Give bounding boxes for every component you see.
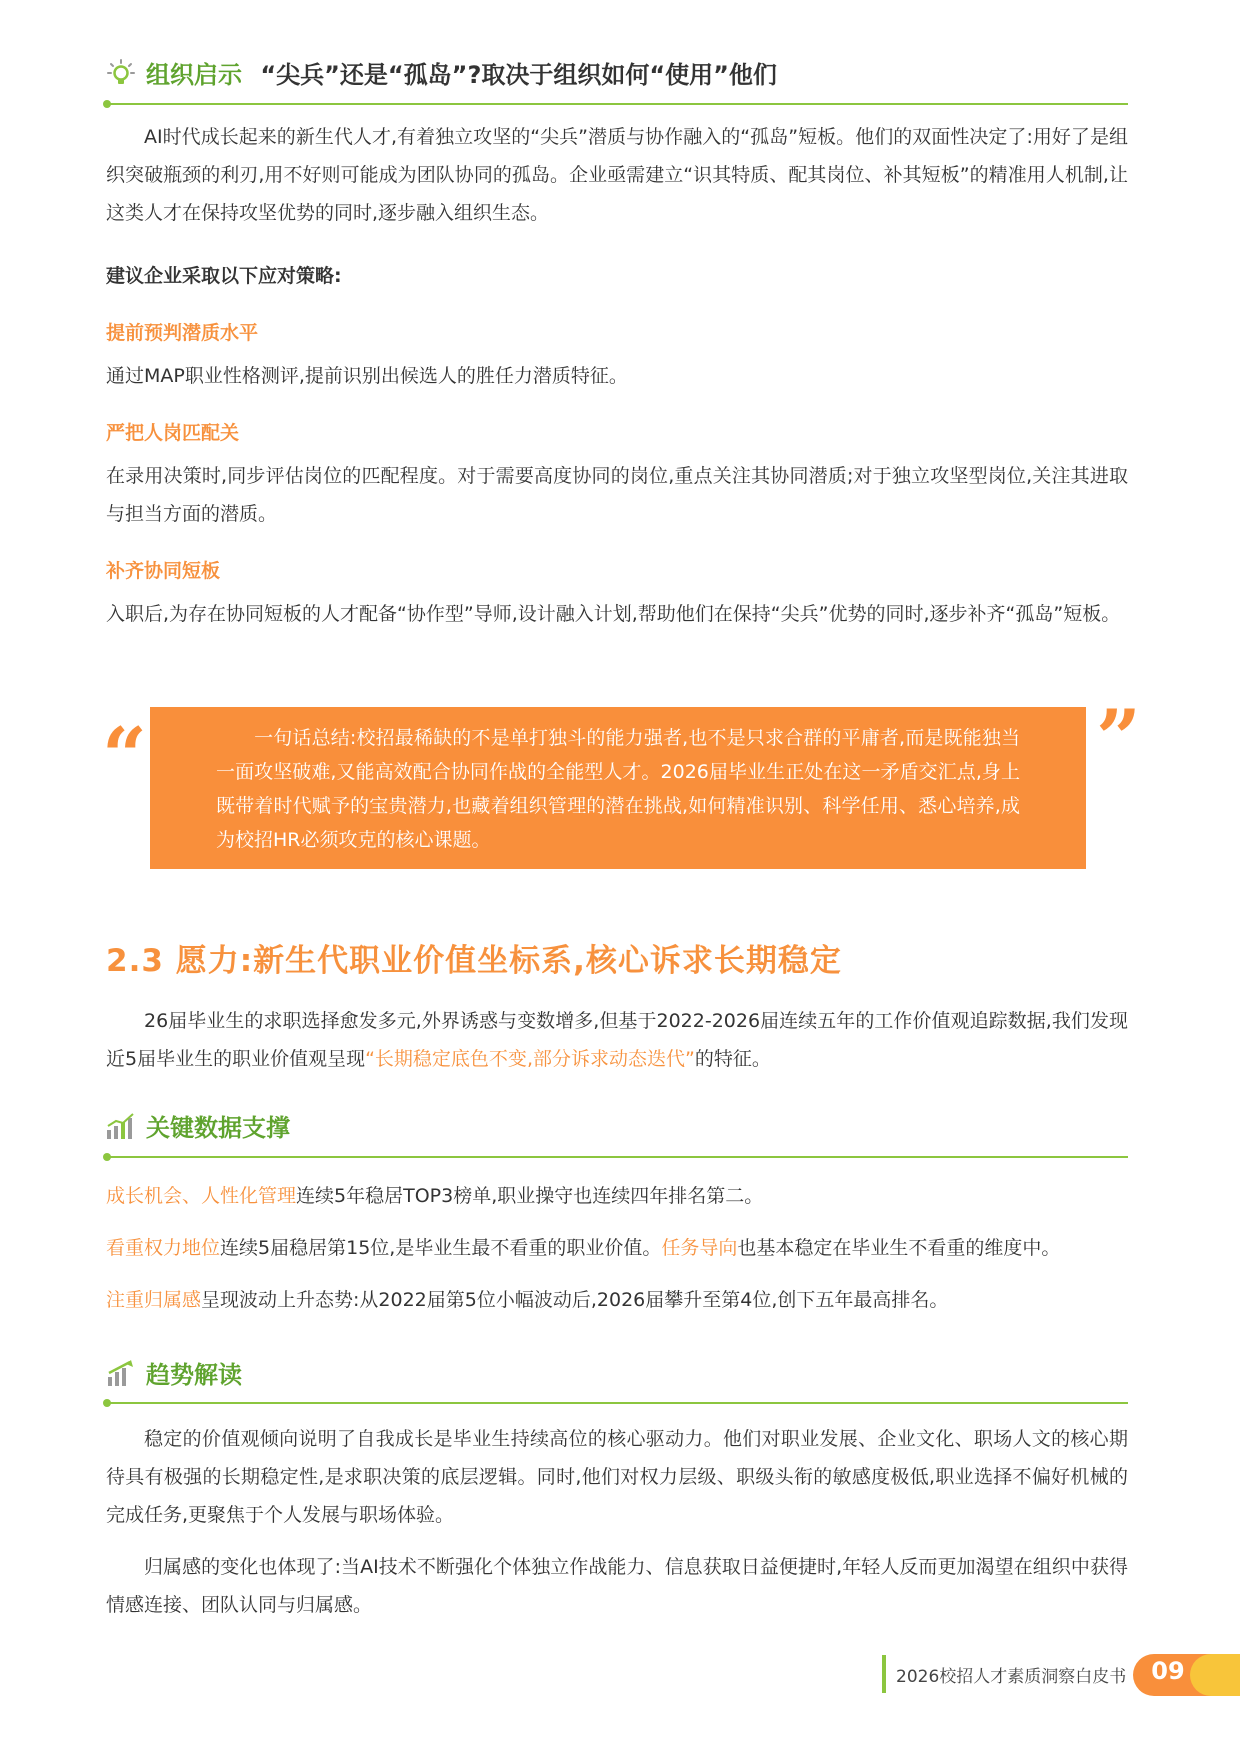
section-rule	[106, 103, 1128, 105]
highlight-term: 成长机会、人性化管理	[106, 1185, 297, 1207]
trend-paragraph: 稳定的价值观倾向说明了自我成长是毕业生持续高位的核心驱动力。他们对职业发展、企业文化、职场人文的核心期待具有极强的长期稳定性,是求职决策的底层逻辑。同时,他们对权力层级、职级头衔的敏感度极低,职业选择不偏好机械的完成任务,更聚焦于个人发展与职场体验。	[106, 1428, 1128, 1526]
section-heading-key-data	[106, 1108, 290, 1143]
trend-title: 趋势解读	[146, 1361, 242, 1389]
strategy-heading: 建议企业采取以下应对策略:	[106, 265, 342, 287]
section-heading-trend	[106, 1355, 242, 1390]
data-text: 连续5年稳居TOP3榜单,职业操守也连续四年排名第二。	[296, 1185, 764, 1207]
summary-quote-text	[216, 721, 1020, 857]
data-text: 也基本稳定在毕业生不看重的维度中。	[737, 1237, 1061, 1259]
summary-quote-box	[150, 707, 1086, 869]
highlight-term: 任务导向	[661, 1237, 738, 1259]
footer-doc-title: 2026校招人才素质洞察白皮书	[896, 1667, 1127, 1687]
strategy-title: 提前预判潜质水平	[106, 322, 259, 344]
key-data-line	[106, 1233, 1060, 1263]
intro-text-b: 的特征。	[694, 1048, 771, 1070]
section-rule	[106, 1156, 1128, 1158]
summary-quote-content: 一句话总结:校招最稀缺的不是单打独斗的能力强者,也不是只求合群的平庸者,而是既能独当一面攻坚破难,又能高效配合协同作战的全能型人才。2026届毕业生正处在这一矛盾交汇点,身上既带着时代赋予的宝贵潜力,也藏着组织管理的潜在挑战,如何精准识别、科学任用、悉心培养,成为校招HR必须攻克的核心课题。	[216, 727, 1020, 851]
lightbulb-icon	[106, 58, 136, 88]
key-data-title: 关键数据支撑	[146, 1114, 290, 1142]
section-title-green: 组织启示	[146, 61, 242, 89]
bar-chart-icon	[106, 1112, 136, 1140]
strategy-title: 补齐协同短板	[106, 560, 221, 582]
section-2-3-heading: 2.3 愿力:新生代职业价值坐标系,核心诉求长期稳定	[106, 943, 842, 979]
data-text: 呈现波动上升态势:从2022届第5位小幅波动后,2026届攀升至第4位,创下五年最高排名。	[201, 1289, 949, 1311]
footer-accent-bar	[882, 1655, 886, 1693]
page-number-badge-accent	[1190, 1654, 1240, 1696]
section-title	[146, 55, 777, 90]
intro-highlight: “长期稳定底色不变,部分诉求动态迭代”	[365, 1048, 695, 1070]
strategy-body: 入职后,为存在协同短板的人才配备“协作型”导师,设计融入计划,帮助他们在保持“尖兵”优势的同时,逐步补齐“孤岛”短板。	[106, 603, 1121, 625]
intro-paragraph: AI时代成长起来的新生代人才,有着独立攻坚的“尖兵”潜质与协作融入的“孤岛”短板。他们的双面性决定了:用好了是组织突破瓶颈的利刃,用不好则可能成为团队协同的孤岛。企业亟需建立“识其特质、配其岗位、补其短板”的精准用人机制,让这类人才在保持攻坚优势的同时,逐步融入组织生态。	[106, 126, 1128, 224]
section-2-3-intro	[106, 1002, 1128, 1078]
close-quote-mark: ”	[1096, 693, 1141, 784]
section-title-dark: “尖兵”还是“孤岛”?取决于组织如何“使用”他们	[260, 61, 777, 89]
page-number: 09	[1151, 1657, 1185, 1685]
strategy-title: 严把人岗匹配关	[106, 422, 240, 444]
key-data-line	[106, 1181, 763, 1211]
highlight-term: 注重归属感	[106, 1289, 202, 1311]
section-heading-org-insight	[106, 55, 777, 90]
open-quote-mark: “	[102, 711, 147, 802]
intro-text-a: 26届毕业生的求职选择愈发多元,外界诱惑与变数增多,但基于2022-2026届连续五年的工作价值观追踪数据,我们发现近5届毕业生的职业价值观呈现	[106, 1010, 1128, 1070]
trend-paragraph: 归属感的变化也体现了:当AI技术不断强化个体独立作战能力、信息获取日益便捷时,年轻人反而更加渴望在组织中获得情感连接、团队认同与归属感。	[106, 1556, 1128, 1616]
strategy-body: 通过MAP职业性格测评,提前识别出候选人的胜任力潜质特征。	[106, 365, 628, 387]
data-text: 连续5届稳居第15位,是毕业生最不看重的职业价值。	[220, 1237, 662, 1259]
trend-chart-icon	[106, 1359, 136, 1387]
highlight-term: 看重权力地位	[106, 1237, 221, 1259]
key-data-line	[106, 1285, 948, 1315]
strategy-body: 在录用决策时,同步评估岗位的匹配程度。对于需要高度协同的岗位,重点关注其协同潜质;对于独立攻坚型岗位,关注其进取与担当方面的潜质。	[106, 465, 1128, 525]
section-rule	[106, 1402, 1128, 1404]
